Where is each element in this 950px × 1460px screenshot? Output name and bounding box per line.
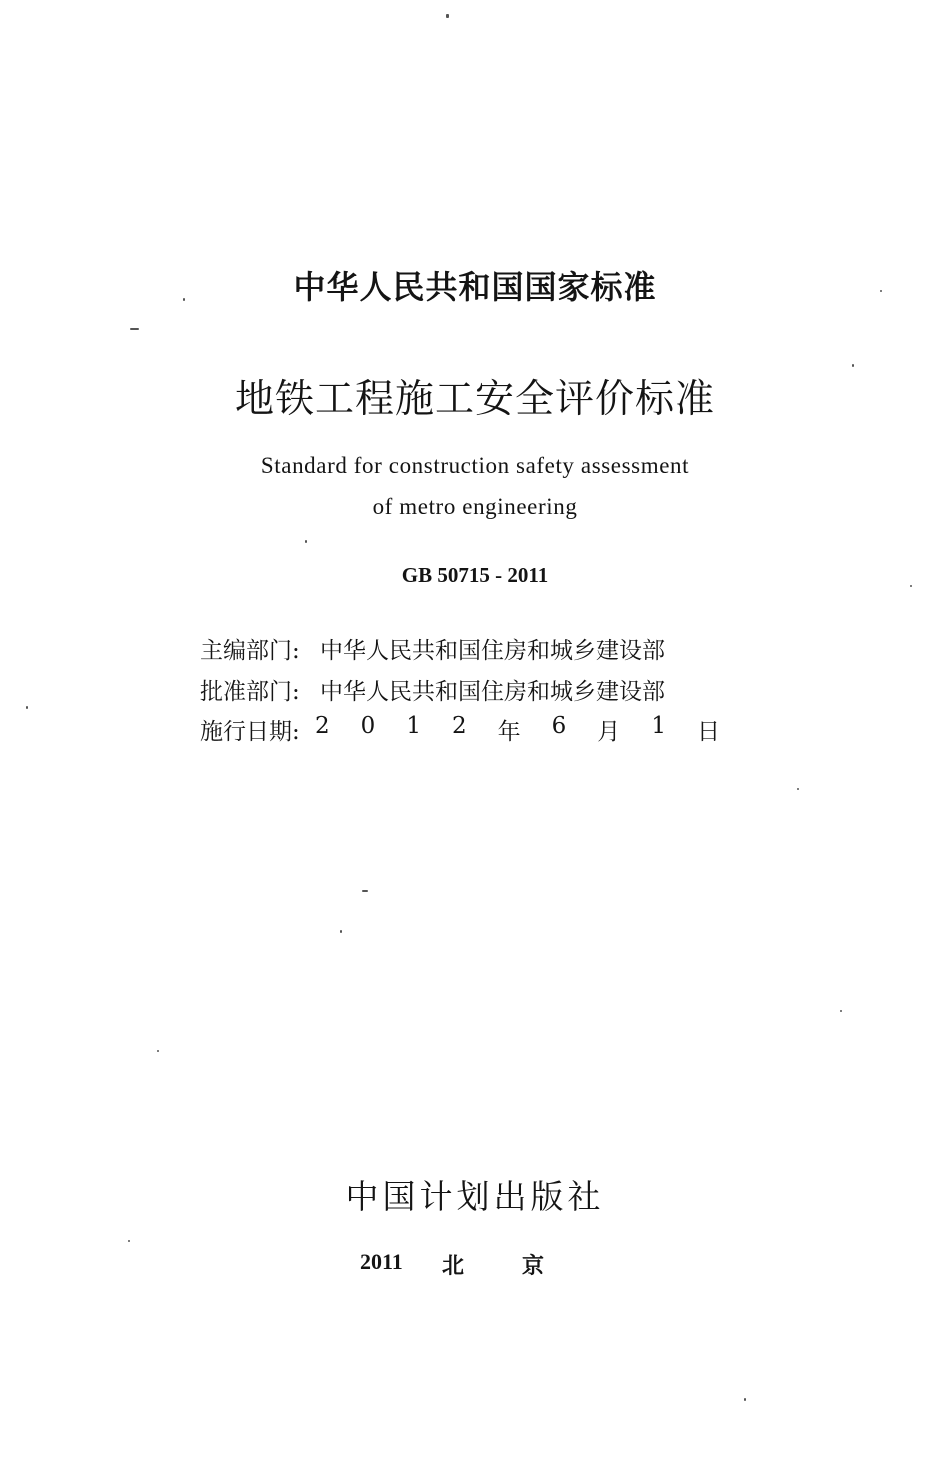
date-label: 施行日期: xyxy=(200,719,300,745)
standard-code: GB 50715 - 2011 xyxy=(401,563,549,587)
scan-speck xyxy=(797,788,799,790)
date-part: 1 xyxy=(651,713,666,739)
scan-speck xyxy=(910,585,912,587)
publisher-name: 中国计划出版社 xyxy=(345,1177,605,1216)
imprint-year: 2011 xyxy=(360,1249,403,1274)
scan-speck xyxy=(128,1240,130,1242)
title-chinese: 地铁工程施工安全评价标准 xyxy=(234,377,715,422)
scan-speck xyxy=(305,540,307,543)
meta-row-editor xyxy=(200,632,720,666)
scan-speck xyxy=(340,930,342,933)
date-part: 2 xyxy=(315,713,330,739)
scan-speck xyxy=(744,1398,746,1401)
scan-speck xyxy=(852,364,854,367)
scan-speck xyxy=(446,14,449,18)
imprint-city-char-1: 北 xyxy=(442,1254,465,1279)
approver-label: 批准部门: xyxy=(200,679,300,705)
date-part: 2 xyxy=(451,713,467,739)
scan-speck xyxy=(362,890,368,892)
date-part: 0 xyxy=(360,713,376,739)
imprint-line xyxy=(360,1249,560,1281)
issuer-line: 中华人民共和国国家标准 xyxy=(293,268,657,306)
imprint-city-char-2: 京 xyxy=(522,1254,545,1279)
approver-value: 中华人民共和国住房和城乡建设部 xyxy=(320,679,665,705)
meta-row-approver xyxy=(200,673,720,707)
date-part: 1 xyxy=(406,713,421,739)
scan-speck xyxy=(26,706,28,709)
date-part: 日 xyxy=(696,719,720,745)
scan-speck xyxy=(880,290,882,292)
scan-speck xyxy=(130,328,139,330)
date-part: 年 xyxy=(497,719,521,745)
effective-date xyxy=(315,713,720,746)
date-part: 6 xyxy=(551,713,567,739)
title-english-line-1: Standard for construction safety assessment xyxy=(260,453,690,478)
scan-speck xyxy=(840,1010,842,1012)
scan-speck xyxy=(183,298,185,301)
editor-label: 主编部门: xyxy=(200,638,300,664)
editor-value: 中华人民共和国住房和城乡建设部 xyxy=(320,638,665,664)
date-part: 月 xyxy=(597,719,621,745)
scan-speck xyxy=(157,1050,159,1052)
meta-row-effective-date xyxy=(200,713,720,747)
title-english-line-2: of metro engineering xyxy=(372,494,578,519)
